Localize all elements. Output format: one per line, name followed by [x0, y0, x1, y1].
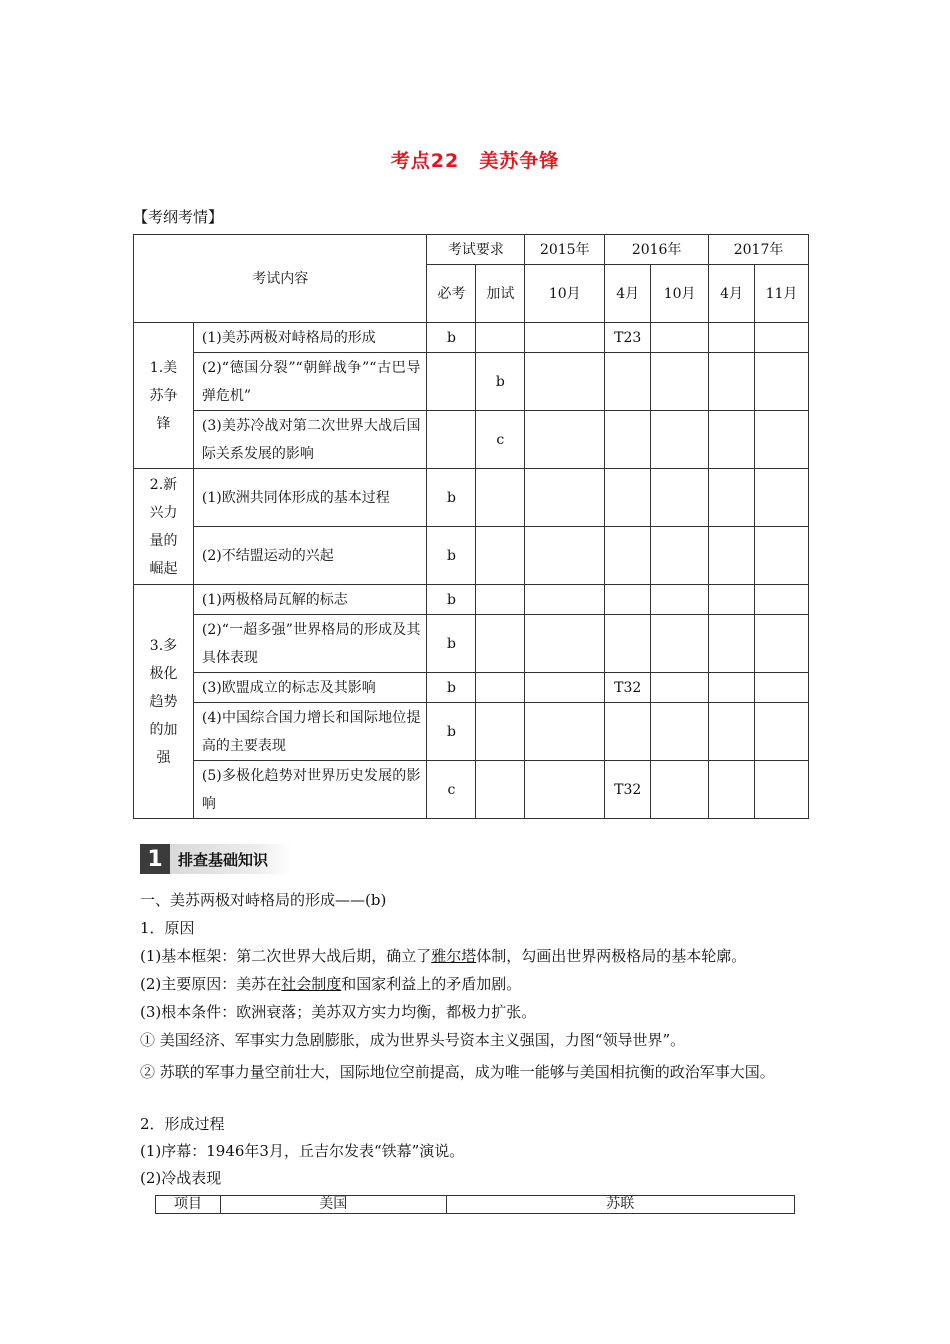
table-cell [651, 469, 709, 527]
table-cell [651, 411, 709, 469]
body-line: 2．形成过程 [140, 1115, 225, 1133]
header-required: 必考 [427, 265, 476, 323]
table-cell: T32 [605, 673, 651, 703]
header-2016: 2016年 [605, 235, 709, 265]
header-content: 考试内容 [134, 235, 427, 323]
table-cell [651, 673, 709, 703]
table-cell [476, 703, 525, 761]
section-label: 排查基础知识 [170, 844, 292, 874]
topic-cell: (1)欧洲共同体形成的基本过程 [193, 469, 427, 527]
table-cell: b [476, 353, 525, 411]
table-cell [709, 585, 755, 615]
table-cell [525, 585, 605, 615]
table-cell [605, 527, 651, 585]
keyword-social-system: 社会制度 [281, 975, 342, 993]
table-cell [525, 411, 605, 469]
table-cell [651, 585, 709, 615]
table-cell [651, 761, 709, 819]
table-cell [755, 703, 809, 761]
body-line: (2)主要原因：美苏在社会制度和国家利益上的矛盾加剧。 [140, 975, 522, 993]
table-row [134, 411, 809, 469]
table-cell [651, 353, 709, 411]
topic-cell: (2)“一超多强”世界格局的形成及其具体表现 [193, 615, 427, 673]
table-cell [605, 469, 651, 527]
table-cell [605, 353, 651, 411]
table-cell: b [427, 323, 476, 353]
table-cell [476, 469, 525, 527]
table-cell: b [427, 673, 476, 703]
topic-cell: (4)中国综合国力增长和国际地位提高的主要表现 [193, 703, 427, 761]
table-cell [709, 469, 755, 527]
table-cell [755, 585, 809, 615]
table-cell [525, 673, 605, 703]
table-cell [755, 615, 809, 673]
table-cell [427, 353, 476, 411]
table-cell [651, 615, 709, 673]
group-label: 1.美苏争锋 [134, 323, 194, 469]
table-cell [755, 469, 809, 527]
table-cell: b [427, 615, 476, 673]
header-2017-apr: 4月 [709, 265, 755, 323]
table-cell [755, 411, 809, 469]
body-line: ② 苏联的军事力量空前壮大，国际地位空前提高，成为唯一能够与美国相抗衡的政治军事大国。 [140, 1063, 775, 1081]
table-cell [605, 585, 651, 615]
table-cell: b [427, 469, 476, 527]
table-cell [525, 323, 605, 353]
table-cell: T32 [605, 761, 651, 819]
table-cell [605, 703, 651, 761]
body-line: (1)基本框架：第二次世界大战后期，确立了雅尔塔体制，勾画出世界两极格局的基本轮廓。 [140, 947, 747, 965]
table-cell [709, 323, 755, 353]
group-label: 2.新兴力量的崛起 [134, 469, 194, 585]
table-row [134, 353, 809, 411]
header-2016-apr: 4月 [605, 265, 651, 323]
table-cell [525, 527, 605, 585]
table-cell [755, 761, 809, 819]
table-cell [755, 673, 809, 703]
table-cell [525, 761, 605, 819]
table-cell [476, 323, 525, 353]
page-title: 考点22 美苏争锋 [390, 150, 560, 172]
table-cell: c [476, 411, 525, 469]
table-cell [755, 527, 809, 585]
table-cell [476, 615, 525, 673]
exam-outline-label: 【考纲考情】 [133, 208, 224, 226]
header-2017: 2017年 [709, 235, 809, 265]
cold-war-compare-table [155, 1195, 795, 1214]
table-cell [605, 615, 651, 673]
table-cell [476, 585, 525, 615]
header-2016-oct: 10月 [651, 265, 709, 323]
header-2017-nov: 11月 [755, 265, 809, 323]
table-row [134, 323, 809, 353]
table-cell [525, 703, 605, 761]
topic-cell: (1)美苏两极对峙格局的形成 [193, 323, 427, 353]
table-cell [525, 353, 605, 411]
table-cell [651, 323, 709, 353]
header-requirement: 考试要求 [427, 235, 525, 265]
section-number: 1 [140, 844, 170, 874]
table-row [134, 615, 809, 673]
body-line: 1．原因 [140, 919, 195, 937]
table-cell: b [427, 703, 476, 761]
section-heading [140, 844, 292, 874]
topic-cell: (1)两极格局瓦解的标志 [193, 585, 427, 615]
table-row [134, 703, 809, 761]
table-cell: b [427, 527, 476, 585]
table-cell: T23 [605, 323, 651, 353]
header-2015: 2015年 [525, 235, 605, 265]
topic-cell: (2)“德国分裂”“朝鲜战争”“古巴导弹危机” [193, 353, 427, 411]
keyword-yalta: 雅尔塔 [431, 947, 477, 965]
body-line: 一、美苏两极对峙格局的形成——(b) [140, 891, 387, 909]
table-row [134, 673, 809, 703]
table-cell [476, 673, 525, 703]
table-cell: b [427, 585, 476, 615]
table-cell [525, 615, 605, 673]
table-cell [709, 527, 755, 585]
table-cell [525, 469, 605, 527]
table-cell [709, 761, 755, 819]
table-row [134, 469, 809, 527]
topic-cell: (5)多极化趋势对世界历史发展的影响 [193, 761, 427, 819]
compare-header-item: 项目 [156, 1196, 221, 1214]
topic-cell: (3)欧盟成立的标志及其影响 [193, 673, 427, 703]
table-cell [427, 411, 476, 469]
table-cell [709, 703, 755, 761]
table-cell [476, 761, 525, 819]
compare-header-usa: 美国 [220, 1196, 446, 1214]
table-cell [755, 353, 809, 411]
table-cell [709, 411, 755, 469]
body-line: (2)冷战表现 [140, 1169, 222, 1187]
header-optional: 加试 [476, 265, 525, 323]
table-cell [651, 527, 709, 585]
group-label: 3.多极化趋势的加强 [134, 585, 194, 819]
table-cell: c [427, 761, 476, 819]
table-row [134, 527, 809, 585]
table-row [134, 585, 809, 615]
compare-header-ussr: 苏联 [446, 1196, 794, 1214]
table-cell [755, 323, 809, 353]
table-cell [651, 703, 709, 761]
table-cell [709, 615, 755, 673]
body-line: ① 美国经济、军事实力急剧膨胀，成为世界头号资本主义强国，力图“领导世界”。 [140, 1031, 686, 1049]
header-2015-oct: 10月 [525, 265, 605, 323]
topic-cell: (2)不结盟运动的兴起 [193, 527, 427, 585]
table-cell [476, 527, 525, 585]
table-cell [605, 411, 651, 469]
table-cell [709, 353, 755, 411]
body-line: (3)根本条件：欧洲衰落；美苏双方实力均衡，都极力扩张。 [140, 1003, 537, 1021]
table-row [134, 761, 809, 819]
topic-cell: (3)美苏冷战对第二次世界大战后国际关系发展的影响 [193, 411, 427, 469]
exam-spec-table [133, 234, 809, 819]
body-line: (1)序幕：1946年3月，丘吉尔发表“铁幕”演说。 [140, 1142, 465, 1160]
table-cell [709, 673, 755, 703]
